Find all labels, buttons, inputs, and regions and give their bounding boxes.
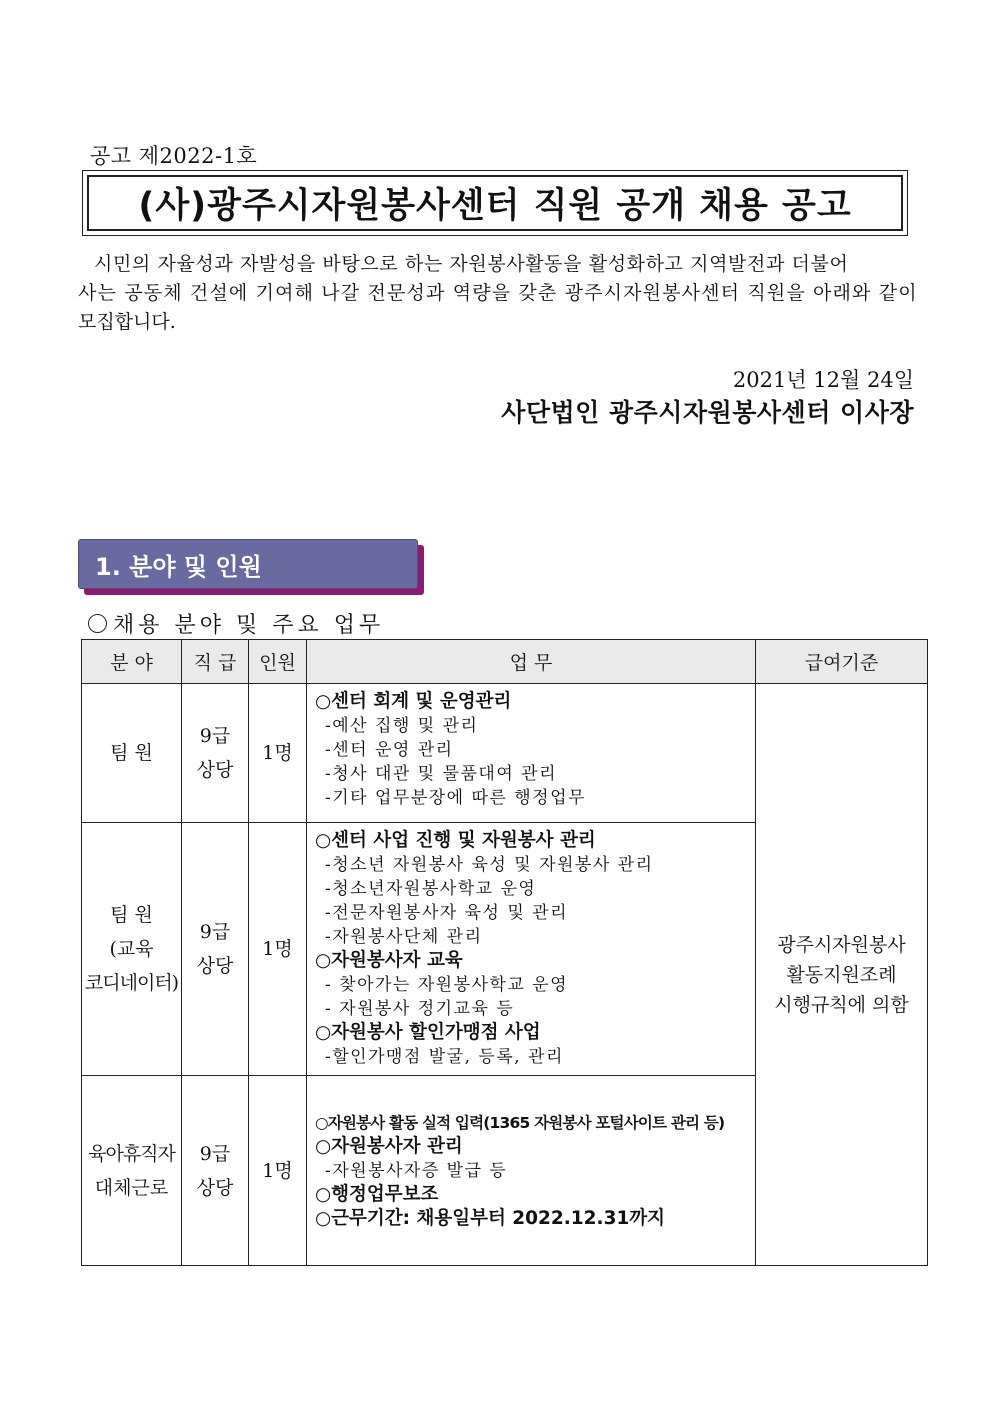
duties-cell	[307, 684, 756, 823]
grade-line: 9급	[199, 921, 231, 943]
header-field: 분 야	[82, 640, 182, 684]
duty-item	[315, 1045, 755, 1069]
duty-text: 행정업무보조	[331, 1183, 439, 1205]
section-1-header-wrap	[78, 539, 424, 595]
duty-item	[315, 901, 755, 925]
circle-bullet-icon	[88, 614, 107, 633]
duty-item	[315, 762, 755, 786]
duty-item	[315, 714, 755, 738]
signer: 사단법인 광주시자원봉사센터 이사장	[501, 398, 914, 427]
circle-bullet-icon: ○	[315, 1135, 332, 1157]
duty-item	[315, 925, 755, 949]
grade-line: 상당	[196, 1176, 234, 1199]
header-grade: 직 급	[182, 640, 249, 684]
table-header-row	[82, 640, 928, 684]
intro-paragraph	[78, 250, 916, 337]
duty-text: -자원봉사자증 발급 등	[325, 1160, 508, 1181]
duty-item	[315, 786, 755, 810]
duty-heading	[315, 1135, 755, 1159]
title-box	[82, 170, 908, 236]
field-cell	[82, 1076, 182, 1266]
grade-line: 9급	[199, 725, 231, 747]
field-line: 팀 원	[110, 742, 153, 764]
circle-bullet-icon: ○	[315, 1183, 332, 1205]
document-title: (사)광주시자원봉사센터 직원 공개 채용 공고	[138, 186, 852, 226]
grade-cell	[182, 823, 249, 1076]
duty-text: 자원봉사자 교육	[331, 950, 463, 971]
circle-bullet-icon: ○	[315, 950, 332, 971]
duty-text: - 찾아가는 자원봉사학교 운영	[325, 975, 569, 995]
salary-line: 광주시자원봉사	[777, 933, 906, 956]
duty-text: 자원봉사 할인가맹점 사업	[331, 1022, 541, 1043]
duty-text: 자원봉사자 관리	[331, 1135, 463, 1157]
circle-bullet-icon: ○	[315, 830, 332, 851]
notice-number: 공고 제2022-1호	[90, 144, 258, 168]
intro-line-2: 사는 공동체 건설에 기여해 나갈 전문성과 역량을 갖춘 광주시자원봉사센터 직원을 아래와 같이	[78, 282, 918, 304]
duty-text: -예산 집행 및 관리	[325, 716, 479, 736]
section-1-header	[78, 539, 418, 589]
duty-item	[315, 738, 755, 762]
duty-text: 센터 회계 및 운영관리	[331, 691, 512, 712]
count-cell: 1명	[249, 1076, 307, 1266]
intro-line-3: 모집합니다.	[78, 311, 176, 333]
grade-line: 상당	[196, 955, 234, 977]
field-line: (교육	[109, 938, 154, 960]
count-cell: 1명	[249, 684, 307, 823]
circle-bullet-icon: ○	[315, 1207, 332, 1229]
duty-heading	[315, 690, 755, 714]
grade-cell	[182, 684, 249, 823]
field-line: 코디네이터)	[84, 972, 179, 994]
circle-bullet-icon: ○	[315, 1022, 332, 1043]
salary-line: 시행규칙에 의함	[774, 993, 909, 1016]
subsection-text: 채용 분야 및 주요 업무	[113, 613, 385, 638]
duty-text: 근무기간: 채용일부터 2022.12.31까지	[331, 1207, 666, 1229]
intro-line-1: 시민의 자율성과 자발성을 바탕으로 하는 자원봉사활동을 활성화하고 지역발전과 더불어	[94, 253, 849, 275]
field-cell	[82, 823, 182, 1076]
count-cell: 1명	[249, 823, 307, 1076]
salary-cell	[756, 684, 928, 1266]
duty-heading	[315, 949, 755, 973]
duty-item	[315, 853, 755, 877]
circle-bullet-icon: ○	[315, 691, 332, 712]
header-duties: 업 무	[307, 640, 756, 684]
grade-line: 9급	[199, 1142, 231, 1165]
salary-line: 활동지원조례	[786, 963, 897, 986]
circle-bullet-icon: ○	[315, 1113, 328, 1132]
duty-text: -청사 대관 및 물품대여 관리	[325, 764, 558, 784]
grade-cell	[182, 1076, 249, 1266]
field-line: 팀 원	[110, 904, 153, 926]
duty-text: -할인가맹점 발굴, 등록, 관리	[325, 1047, 564, 1067]
duty-item	[315, 877, 755, 901]
duty-heading	[315, 1021, 755, 1045]
duty-item	[315, 973, 755, 997]
duty-heading	[315, 1183, 755, 1207]
duty-item	[315, 997, 755, 1021]
duty-text: -센터 운영 관리	[325, 740, 454, 760]
table-row	[82, 684, 928, 823]
grade-line: 상당	[196, 759, 234, 781]
duties-cell	[307, 823, 756, 1076]
duty-text: -자원봉사단체 관리	[325, 927, 483, 947]
header-count: 인원	[249, 640, 307, 684]
duty-heading	[315, 1111, 755, 1135]
section-1-title: 1. 분야 및 인원	[95, 552, 262, 581]
title-box-inner	[87, 175, 903, 231]
subsection-title	[88, 608, 384, 639]
announcement-date: 2021년 12월 24일	[732, 368, 914, 392]
jobs-table	[81, 639, 928, 1266]
duties-cell	[307, 1076, 756, 1266]
duty-text: 자원봉사 활동 실적 입력(1365 자원봉사 포털사이트 관리 등)	[327, 1113, 725, 1132]
duty-text: - 자원봉사 정기교육 등	[325, 999, 515, 1019]
duty-text: -청소년자원봉사학교 운영	[325, 879, 537, 899]
duty-text: -기타 업무분장에 따른 행정업무	[325, 788, 586, 808]
duty-item	[315, 1159, 755, 1183]
duty-heading	[315, 1207, 755, 1231]
header-salary: 급여기준	[756, 640, 928, 684]
field-line: 육아휴직자	[88, 1142, 175, 1165]
field-line: 대체근로	[94, 1176, 169, 1199]
duty-heading	[315, 829, 755, 853]
duty-text: -청소년 자원봉사 육성 및 자원봉사 관리	[325, 855, 654, 875]
duty-text: 센터 사업 진행 및 자원봉사 관리	[331, 830, 596, 851]
field-cell	[82, 684, 182, 823]
duty-text: -전문자원봉사자 육성 및 관리	[325, 903, 569, 923]
